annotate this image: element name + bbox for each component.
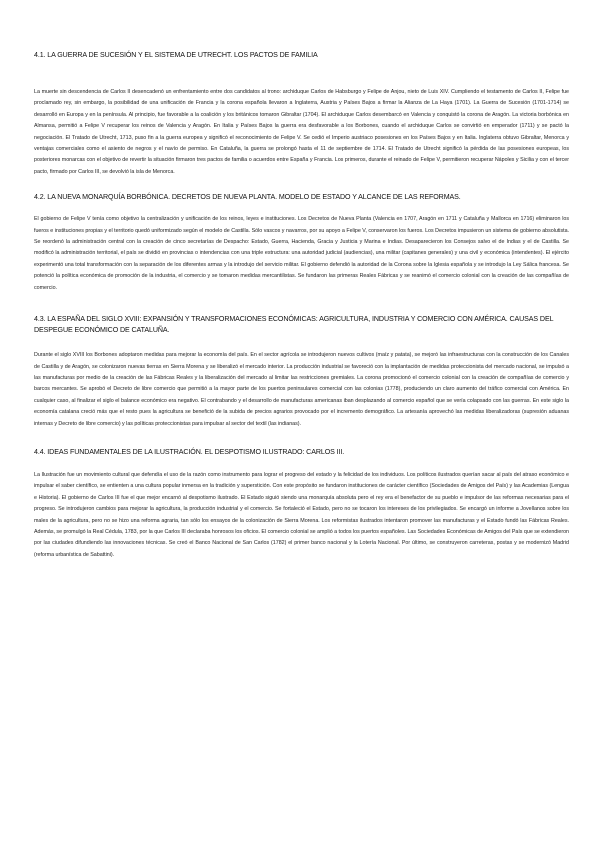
section-paragraph: El gobierno de Felipe V tenía como objetivo la centralización y unificación de los reinos, leyes e instituciones. Los Decretos de Nueva Planta (Valencia en 1707, Aragón en 1711 y Cataluña y Mallorca en 1716) eliminaron los fueros e instituciones propias y el territorio quedó uniformizado según el modelo de Castilla. Sólo vascos y navarros, por su apoyo a Felipe V, conservaron los fueros. Los Decretos impusieron un sistema de gobierno absolutista. Se reordenó la administración central con la creación de cinco secretarías de Despacho: Estado, Guerra, Hacienda, Gracia y Justicia y Marina e Indias. Desaparecieron los Consejos salvo el de Indias y el de Castilla. Se modificó la administración territorial, el país se dividió en provincias o intendencias con una triple estructura: una autoridad judicial (audiencias), una militar (capitanes generales) y una civil y económica (intendentes). El ejército experimentó una total transformación con la separación de los diferentes armas y la introdujo del servicio militar. El gobierno defendió la autoridad de la Corona sobre la Iglesia española y se introdujo la Ley Sálica francesa. Se potenció la política económica de promoción de la industria, el comercio y se tomaron medidas mercantilistas. Se fundaron las primeras Reales Fábricas y se reanimó el comercio colonial con la creación de las compañías de comercio. (34, 216, 569, 291)
section-heading: 4.3. LA ESPAÑA DEL SIGLO XVIII: EXPANSIÓN Y TRANSFORMACIONES ECONÓMICAS: AGRICULTURA, INDUSTRIA Y COMERCIO CON AMÉRICA. CAUSAS DEL DESPEGUE ECONÓMICO DE CATALUÑA. (34, 315, 554, 335)
section-guerra-sucesion (34, 50, 569, 178)
section-paragraph: La Ilustración fue un movimiento cultural que defendía el uso de la razón como instrumento para lograr el progreso del estado y la felicidad de los individuos. Los políticos ilustrados querían sacar al país del atraso económico e impulsar el saber científico, se entienten a una cultura popular inmersa en la tradición y superstición. Con este propósito se fundaron instituciones de carácter científico (Sociedades de Amigos del País) y las Academias (Lengua e Historia). El gobierno de Carlos III fue el que mejor encarnó al despotismo ilustrado. El Estado siguió siendo una monarquía absoluta pero el rey era el benefactor de su pueblo e impulsor de las reformas necesarias para el progreso. Se introdujeron cambios para mejorar la agricultura, la producción industrial y el comercio. Se fortaleció el Estado, pero no se tocaron los intereses de los privilegiados. Se encargó un informe a Jovellanos sobre los males de la agricultura, pero no se hizo una reforma agraria, tan sólo los ensayos de la colonización de Sierra Morena. Los reformistas ilustrados intentaron promover las manufacturas y el Estado fundó las Fábricas Reales. Además, se promulgó la Real Cédula, 1783, por la que Carlos III declaraba honrosos los oficios. El comercio colonial se amplió a todos los puertos españoles. Las Sociedades Económicas de Amigos del País que se extendieron por las ciudades difundiendo las innovaciones técnicas. Se creó el Banco Nacional de San Carlos (1782) el primer banco nacional y la Lotería Nacional. Por último, se construyeron carreteras, postas y se modernizó Madrid (reforma urbanística de Sabattini). (34, 471, 570, 558)
section-heading: 4.4. IDEAS FUNDAMENTALES DE LA ILUSTRACIÓN. EL DESPOTISMO ILUSTRADO: CARLOS III. (34, 447, 345, 456)
section-heading: 4.1. LA GUERRA DE SUCESIÓN Y EL SISTEMA DE UTRECHT. LOS PACTOS DE FAMILIA (34, 51, 318, 59)
section-heading: 4.2. LA NUEVA MONARQUÍA BORBÓNICA. DECRETOS DE NUEVA PLANTA. MODELO DE ESTADO Y ALCANCE DE LAS REFORMAS. (34, 193, 461, 202)
section-paragraph: Durante el siglo XVIII los Borbones adoptaron medidas para mejorar la economía del país. En el sector agrícola se introdujeron nuevos cultivos (maíz y patata), se mejoró las infraestructuras con la construcción de los Canales de Castilla y de Aragón, se colonizaron nuevas tierras en Sierra Morena y se liberalizó el mercado interior. La producción industrial se favoreció con la implantación de medidas proteccionista del mercado nacional, se impulsó a las manufacturas por medio de la creación de las Fábricas Reales y la liberalización del mercado al limitar las restricciones gremiales. La corona promocionó el comercio colonial con la creación de compañías de comercio y barcos mercantes. Se aprobó el Decreto de libre comercio que permitió a la mayor parte de los puertos peninsulares comercial con las colonias (1778), produciendo un claro aumento del tráfico comercial con América. En cualquier caso, al finalizar el siglo el balance económico era negativo. El contrabando y el desarrollo de manufacturas americanas iban desplazando al comercio español que se vería colapsado con las guerras. En este siglo la economía catalana creció más que el resto pues la agricultura se benefició de la subida de precios agrarios provocado por el incremento demográfico. La artesanía aprovechó las medidas liberalizadoras (supresión aduanas internas y Decreto de libre comercio) y las políticas proteccionistas para impulsar al sector del textil (las indianas). (34, 352, 569, 427)
section-nueva-monarquia (34, 192, 569, 294)
section-ilustracion (34, 447, 569, 561)
section-expansion-economica (34, 314, 569, 430)
section-paragraph: La muerte sin descendencia de Carlos II desencadenó un enfrentamiento entre dos candidatos al trono: archiduque Carlos de Habsburgo y Felipe de Anjou, nieto de Luis XIV. Cumpliendo el testamento de Carlos II, Felipe fue proclamado rey, sin embargo, la posibilidad de una unificación de Francia y la corona española llevaron a Inglaterra, Austria y Países Bajos a firmar la Alianza de La Haya (1701). La Guerra de Sucesión (1701-1714) se desarrolló en Europa y en la península. Al principio, fue favorable a la coalición y los británicos tomaron Gibraltar (1704). El archiduque Carlos desembarcó en Valencia y conquistó la corona de Aragón. La victoria borbónica en Almansa, permitió a Felipe V recuperar los reinos de Valencia y Aragón. En Italia y Países Bajos la guerra era desfavorable a los Borbones, cuando el archiduque Carlos se convirtió en emperador (1711) y se pactó la negociación. El Tratado de Utrecht, 1713, puso fin a la guerra europea y significó el reconocimiento de Felipe V. Se cedió el Imperio austriaco posesiones en los Países Bajos y en Italia. Inglaterra obtuvo Gibraltar, Menorca y ventajas comerciales como el asiento de negros y el navío de permiso. En Cataluña, la guerra se prolongó hasta el 11 de septiembre de 1714. El Tratado de Utrecht significó la pérdida de las posesiones europeas, los posteriores monarcas con el objetivo de revertir la situación firmaron tres pactos de familia o acuerdos entre España y Francia. Los primeros, durante el reinado de Felipe V, permitieron recuperar Nápoles y Sicilia y con el tercer pacto, firmado por Carlos III, se devolvió la isla de Menorca. (34, 89, 569, 175)
